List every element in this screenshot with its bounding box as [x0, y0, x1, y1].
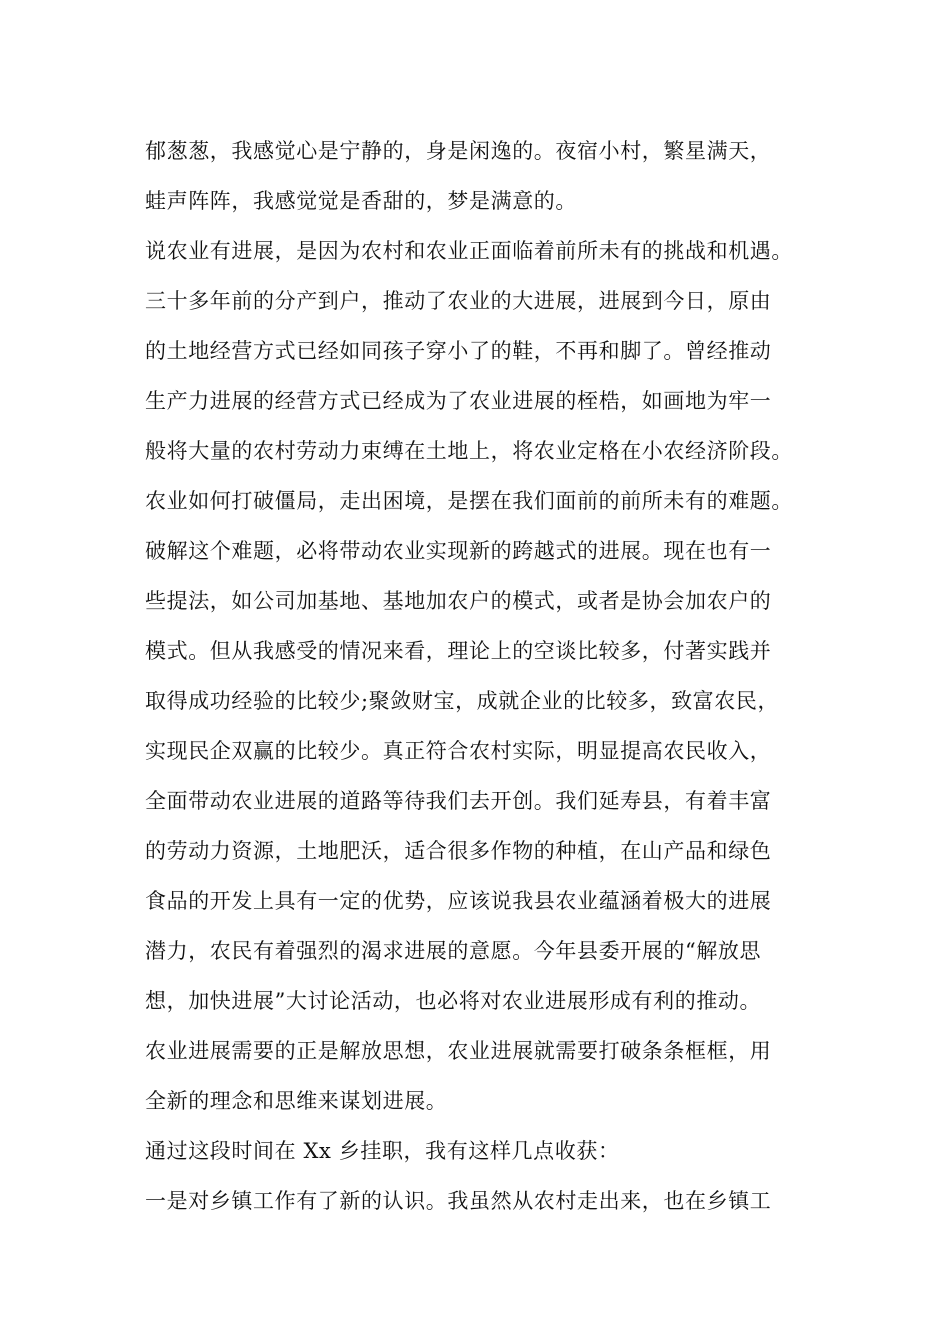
text-line: 想，加快进展”大讨论活动，也必将对农业进展形成有利的推动。: [145, 989, 762, 1013]
body-text: [145, 126, 845, 1226]
text-line: 三十多年前的分产到户，推动了农业的大进展，进展到今日，原由: [145, 289, 772, 313]
text-line: 的土地经营方式已经如同孩子穿小了的鞋，不再和脚了。曾经推动: [145, 339, 772, 363]
text-line: 潜力，农民有着强烈的渴求进展的意愿。今年县委开展的“解放思: [145, 939, 762, 963]
text-line: 郁葱葱，我感觉心是宁静的，身是闲逸的。夜宿小村，繁星满天，: [145, 139, 772, 163]
text-line: 通过这段时间在 Xx 乡挂职，我有这样几点收获：: [145, 1139, 620, 1163]
text-line: 全新的理念和思维来谋划进展。: [145, 1089, 448, 1113]
text-line: 农业进展需要的正是解放思想，农业进展就需要打破条条框框，用: [145, 1039, 772, 1063]
text-line: 的劳动力资源，土地肥沃，适合很多作物的种植，在山产品和绿色: [145, 839, 772, 863]
text-line: 模式。但从我感受的情况来看，理论上的空谈比较多，付著实践并: [145, 639, 772, 663]
text-line: 生产力进展的经营方式已经成为了农业进展的桎梏，如画地为牢一: [145, 389, 772, 413]
text-line: 一是对乡镇工作有了新的认识。我虽然从农村走出来，也在乡镇工: [145, 1189, 772, 1213]
text-line: 全面带动农业进展的道路等待我们去开创。我们延寿县，有着丰富: [145, 789, 772, 813]
text-line: 取得成功经验的比较少;聚敛财宝，成就企业的比较多，致富农民，: [145, 689, 780, 713]
text-line: 些提法，如公司加基地、基地加农户的模式，或者是协会加农户的: [145, 589, 772, 613]
text-line: 农业如何打破僵局，走出困境，是摆在我们面前的前所未有的难题。: [145, 489, 793, 513]
text-line: 实现民企双赢的比较少。真正符合农村实际，明显提高农民收入，: [145, 739, 772, 763]
text-line: 食品的开发上具有一定的优势，应该说我县农业蕴涵着极大的进展: [145, 889, 772, 913]
text-line: 蛙声阵阵，我感觉觉是香甜的，梦是满意的。: [145, 189, 577, 213]
text-line: 破解这个难题，必将带动农业实现新的跨越式的进展。现在也有一: [145, 539, 772, 563]
text-line: 说农业有进展，是因为农村和农业正面临着前所未有的挑战和机遇。: [145, 239, 793, 263]
text-line: 般将大量的农村劳动力束缚在土地上，将农业定格在小农经济阶段。: [145, 439, 793, 463]
